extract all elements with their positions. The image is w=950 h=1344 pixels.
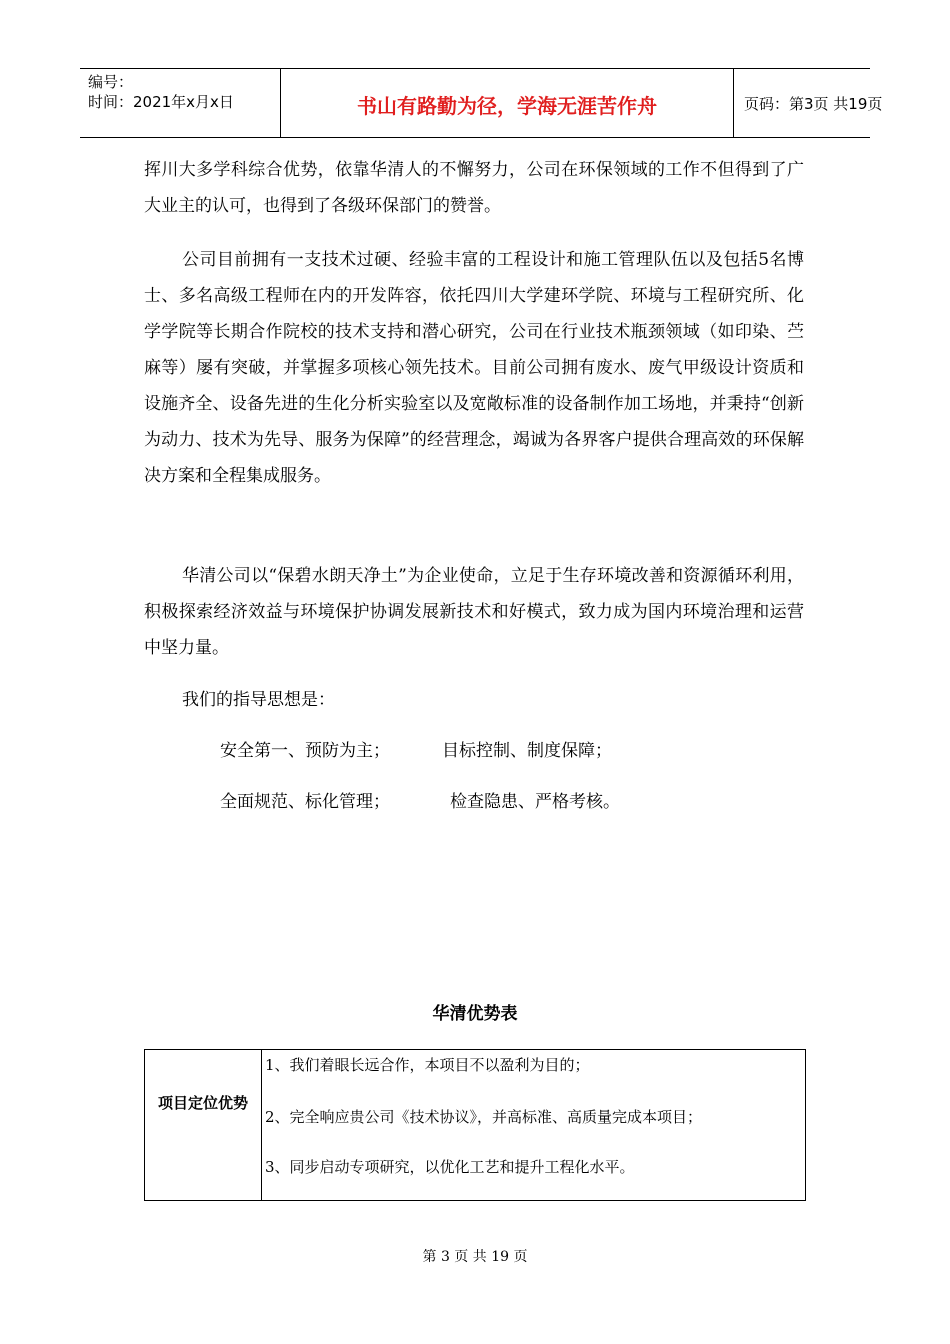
document-time-label: 时间：2021年x月x日 [88,93,234,111]
header-motto: 书山有路勤为径，学海无涯苦作舟 [357,94,657,118]
table-items-cell [262,1050,805,1200]
body-paragraph-4: 我们的指导思想是： [182,690,335,710]
header-page-info: 页码：第3页 共19页 [744,95,883,113]
table-row-label-cell [145,1050,262,1200]
table-row-label: 项目定位优势 [157,1094,248,1112]
table-item-2: 2、完全响应贵公司《技术协议》，并高标准、高质量完成本项目； [265,1108,703,1126]
header-page-cell [734,69,883,137]
page-footer: 第 3 页 共 19 页 [422,1249,528,1265]
guideline-4: 检查隐患、严格考核。 [450,792,620,812]
header-motto-cell [281,69,734,137]
table-item-3: 3、同步启动专项研究，以优化工艺和提升工程化水平。 [265,1158,635,1176]
guideline-3: 全面规范、标化管理； [220,792,390,812]
page-header [80,68,883,138]
body-paragraph-2: 公司目前拥有一支技术过硬、经验丰富的工程设计和施工管理队伍以及包括5名博士、多名高级工程师在内的开发阵容，依托四川大学建环学院、环境与工程研究所、化学学院等长期合作院校的技术支持和潜心研究，公司在行业技术瓶颈领域（如印染、苎麻等）屡有突破，并掌握多项核心领先技术。目前公司拥有废水、废气甲级设计资质和设施齐全、设备先进的生化分析实验室以及宽敞标准的设备制作加工场地，并秉持“创新为动力、技术为先导、服务为保障”的经营理念，竭诚为各界客户提供合理高效的环保解决方案和全程集成服务。 [144,250,804,486]
document-code-label: 编号： [88,73,134,91]
body-paragraph-1: 挥川大多学科综合优势，依靠华清人的不懈努力，公司在环保领域的工作不但得到了广大业主的认可，也得到了各级环保部门的赞誉。 [144,160,804,216]
guideline-1: 安全第一、预防为主； [220,741,390,761]
table-item-1: 1、我们着眼长远合作，本项目不以盈利为目的； [265,1056,590,1074]
body-paragraph-3: 华清公司以“保碧水朗天净土”为企业使命，立足于生存环境改善和资源循环利用，积极探索经济效益与环境保护协调发展新技术和好模式，致力成为国内环境治理和运营中坚力量。 [144,566,804,658]
header-meta-cell [80,69,281,137]
advantage-table [144,1049,806,1201]
table-title: 华清优势表 [432,1004,518,1024]
guideline-2: 目标控制、制度保障； [442,741,612,761]
